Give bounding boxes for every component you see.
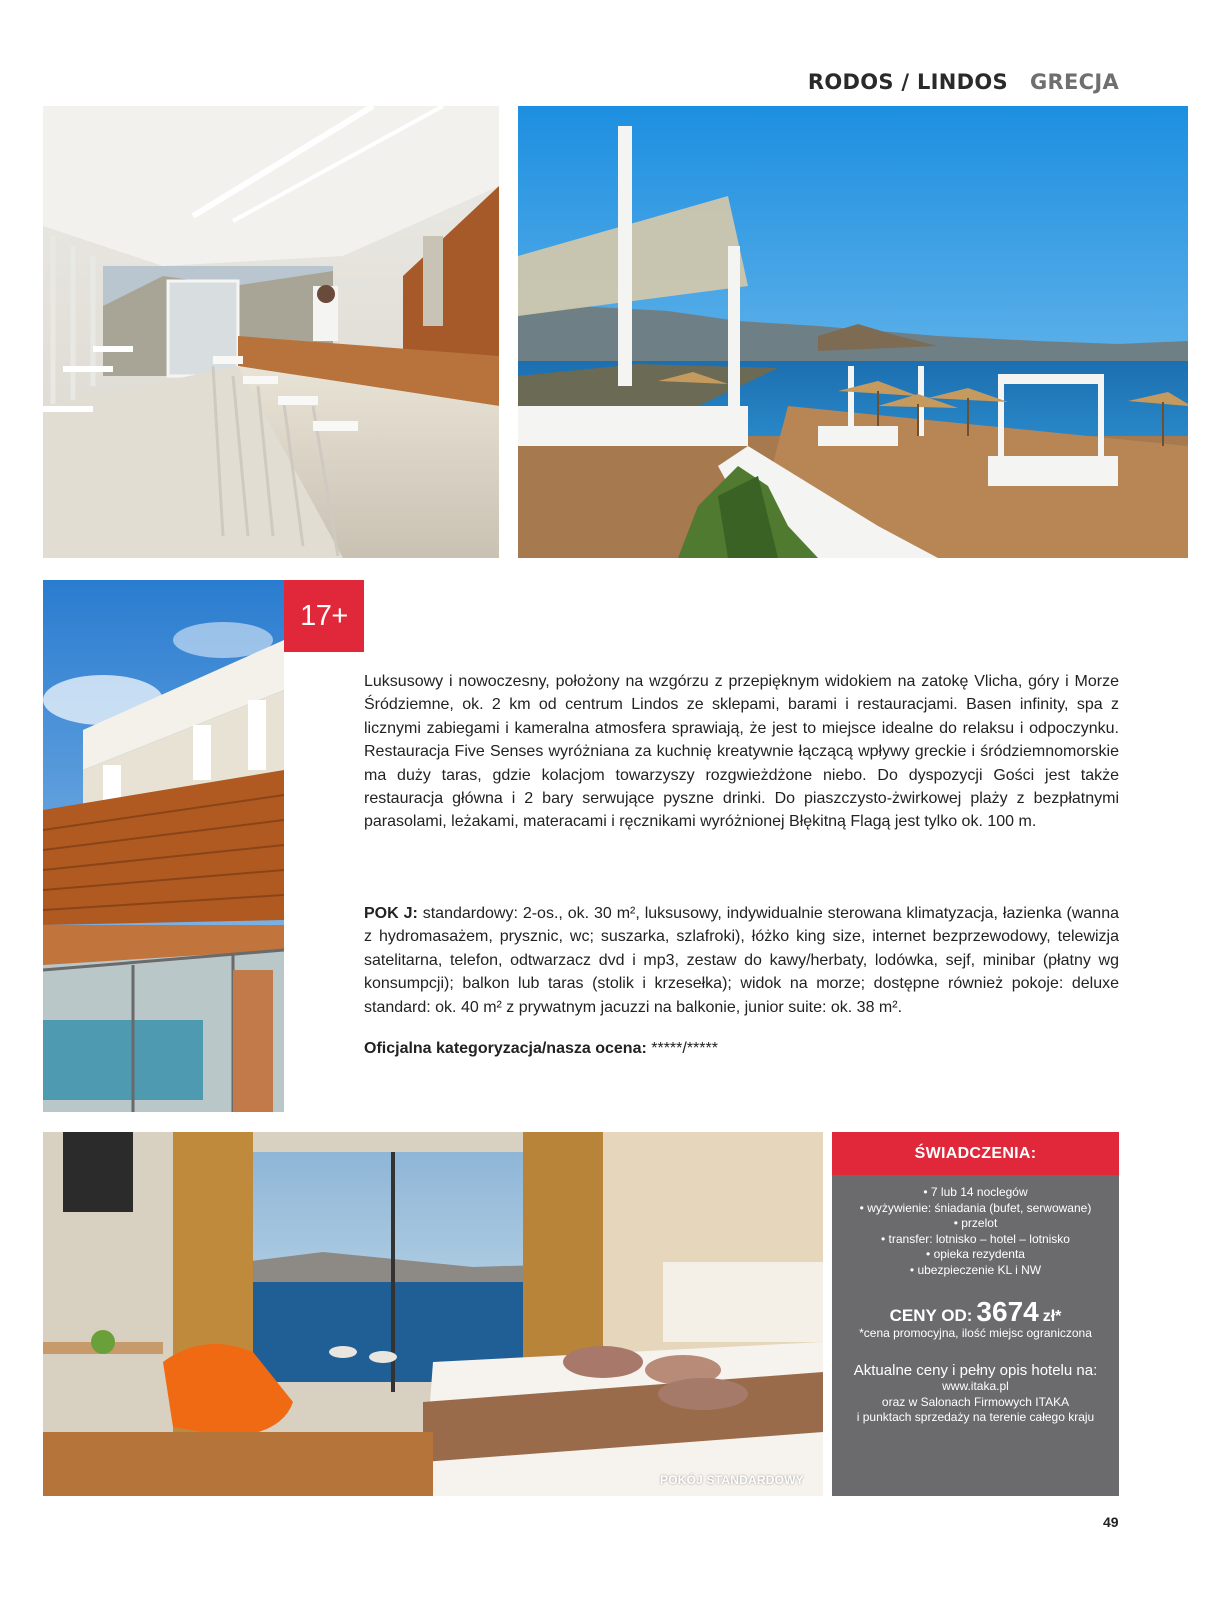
page-number: 49 bbox=[1103, 1514, 1119, 1530]
room-description bbox=[364, 902, 1119, 1019]
price-label: CENY OD: bbox=[889, 1306, 973, 1325]
rating-line bbox=[364, 1040, 718, 1058]
location-title: RODOS / LINDOS bbox=[807, 70, 1008, 94]
benefits-title: ŚWIADCZENIA: bbox=[832, 1132, 1119, 1175]
room-photo-caption: POKÓJ STANDARDOWY bbox=[660, 1473, 804, 1487]
page-header bbox=[808, 70, 1119, 94]
benefit-item: • przelot bbox=[953, 1216, 998, 1230]
country-title: GRECJA bbox=[1029, 70, 1119, 94]
room-code: POK J: bbox=[364, 905, 418, 922]
benefit-item: • 7 lub 14 noclegów bbox=[923, 1185, 1028, 1199]
price-note: *cena promocyjna, ilość miejsc ograniczona bbox=[859, 1326, 1092, 1340]
benefits-panel bbox=[832, 1132, 1119, 1496]
standard-room-photo bbox=[43, 1132, 823, 1496]
more-info-title: Aktualne ceny i pełny opis hotelu na: bbox=[853, 1362, 1098, 1379]
benefit-item: • ubezpieczenie KL i NW bbox=[909, 1262, 1042, 1277]
rating-label: Oficjalna kategoryzacja/nasza ocena: bbox=[364, 1040, 647, 1057]
more-info-line: oraz w Salonach Firmowych ITAKA bbox=[881, 1394, 1070, 1409]
benefit-item: • opieka rezydenta bbox=[926, 1247, 1025, 1261]
benefit-item: • transfer: lotnisko – hotel – lotnisko bbox=[881, 1231, 1070, 1246]
website-link[interactable]: www.itaka.pl bbox=[942, 1379, 1009, 1393]
age-restriction-badge: 17+ bbox=[284, 580, 364, 652]
hotel-facade-photo bbox=[43, 580, 284, 1112]
hotel-description: Luksusowy i nowoczesny, położony na wzgórzu z przepięknym widokiem na zatokę Vlicha, góry i Morze Śródziemne, ok. 2 km od centrum Lindos ze sklepami, barami i restauracjami. Basen infinity, spa z licznymi zabiegami i kameralna atmosfera sprawiają, że jest to miejsce idealne do relaksu i odpoczynku. Restauracja Five Senses wyróżniana za kuchnię kreatywnie łączącą wpływy greckie i śródziemnomorskie ma duży taras, gdzie kolacjom towarzyszy rozgwieżdżone niebo. Do dyspozycji Gości jest także restauracja główna i 2 bary serwujące pyszne drinki. Do piaszczysto-żwirkowej plaży z bezpłatnymi parasolami, leżakami, materacami i ręcznikami wyróżnionej Błękitną Flagą jest tylko ok. 100 m. bbox=[364, 673, 1119, 831]
price-value: 3674 bbox=[976, 1296, 1039, 1327]
rating-value: *****/***** bbox=[651, 1040, 718, 1057]
price-currency: zł* bbox=[1042, 1308, 1062, 1325]
more-info-line: i punktach sprzedaży na terenie całego kraju bbox=[856, 1410, 1095, 1424]
benefit-item: • wyżywienie: śniadania (bufet, serwowane) bbox=[859, 1200, 1092, 1215]
more-info bbox=[832, 1362, 1119, 1426]
room-details: standardowy: 2-os., ok. 30 m², luksusowy, indywidualnie sterowana klimatyzacja, łazienka (wanna z hydromasażem, prysznic, wc; suszarka, szlafroki), łóżko king size, internet bezprzewodowy, telewizja satelitarna, telefon, odtwarzacz dvd i mp3, zestaw do kawy/herbaty, lodówka, sejf, minibar (płatny wg konsumpcji); balkon lub taras (stolik i krzesełka); widok na morze; dostępne również pokoje: deluxe standard: ok. 40 m² z prywatnym jacuzzi na balkonie, junior suite: ok. 38 m². bbox=[364, 905, 1119, 1016]
price-line bbox=[832, 1296, 1119, 1328]
beach-photo bbox=[518, 106, 1188, 558]
bar-interior-photo bbox=[43, 106, 499, 558]
benefits-list bbox=[832, 1185, 1119, 1278]
